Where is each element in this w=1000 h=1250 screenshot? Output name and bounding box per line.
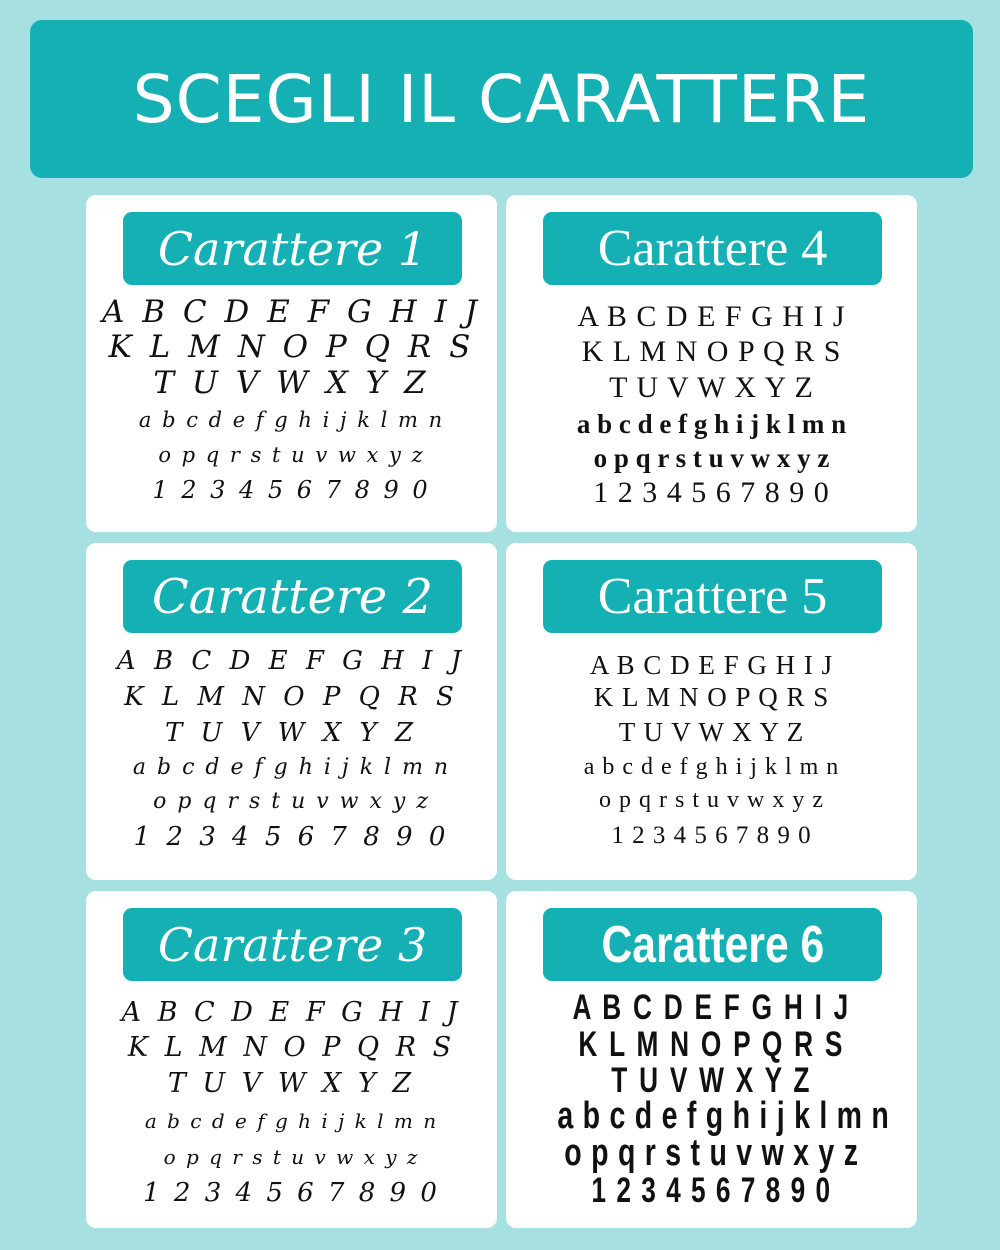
sample-uppercase-2: K L M N O P Q R S [578, 1025, 845, 1064]
sample-uppercase-1: A B C D E F G H I J [572, 988, 851, 1027]
font-sample-2 [86, 643, 497, 855]
page-title: SCEGLI IL CARATTERE [132, 60, 871, 138]
font-sample-4 [506, 299, 917, 511]
sample-uppercase-1: A B C D E F G H I J [101, 294, 482, 330]
font-sample-6 [506, 989, 917, 1211]
sample-uppercase-3: T U V W X Y Z [618, 717, 805, 747]
sample-uppercase-1: A B C D E F G H I J [577, 300, 846, 333]
sample-uppercase-2: K L M N O P Q R S [593, 682, 830, 712]
sample-lowercase-1: a b c d e f g h i j k l m n [138, 408, 445, 432]
sample-uppercase-2: K L M N O P Q R S [124, 682, 459, 712]
sample-digits: 1 2 3 4 5 6 7 8 9 0 [591, 1171, 832, 1210]
font-label-5: Carattere 5 [543, 560, 882, 633]
sample-lowercase-2: o p q r s t u v w x y z [153, 789, 430, 814]
font-card-2[interactable] [86, 543, 497, 880]
sample-lowercase-2: o p q r s t u v w x y z [158, 443, 425, 467]
font-card-4[interactable] [506, 195, 917, 532]
sample-uppercase-1: A B C D E F G H I J [589, 650, 834, 680]
font-card-5[interactable] [506, 543, 917, 880]
font-label-6-text: Carattere 6 [601, 915, 824, 974]
sample-digits: 1 2 3 4 5 6 7 8 9 0 [593, 476, 830, 509]
font-sample-5 [506, 649, 917, 855]
sample-uppercase-3: T U V W X Y Z [167, 1068, 416, 1099]
sample-digits: 1 2 3 4 5 6 7 8 9 0 [143, 1178, 440, 1208]
sample-lowercase-1: a b c d e f g h i j k l m n [576, 409, 847, 439]
font-label-3: Carattere 3 [123, 908, 462, 981]
font-sample-3 [86, 995, 497, 1211]
font-label-1: Carattere 1 [123, 212, 462, 285]
sample-lowercase-1: a b c d e f g h i j k l m n [144, 1109, 439, 1133]
font-label-2: Carattere 2 [123, 560, 462, 633]
sample-uppercase-2: K L M N O P Q R S [127, 1032, 456, 1063]
sample-lowercase-2: o p q r s t u v w x y z [593, 443, 830, 473]
sample-uppercase-3: T U V W X Y Z [611, 1061, 812, 1100]
sample-uppercase-3: T U V W X Y Z [153, 365, 430, 401]
sample-uppercase-2: K L M N O P Q R S [581, 335, 842, 368]
sample-lowercase-1: a b c d e f g h i j k l m n [583, 754, 840, 780]
font-sample-1 [86, 295, 497, 508]
sample-uppercase-1: A B C D E F G H I J [121, 997, 462, 1028]
sample-lowercase-1: a b c d e f g h i j k l m n [557, 1095, 890, 1137]
sample-lowercase-2: o p q r s t u v w x y z [163, 1145, 420, 1169]
sample-digits: 1 2 3 4 5 6 7 8 9 0 [133, 822, 450, 852]
sample-lowercase-1: a b c d e f g h i j k l m n [132, 755, 451, 780]
sample-uppercase-3: T U V W X Y Z [609, 371, 814, 404]
sample-digits: 1 2 3 4 5 6 7 8 9 0 [152, 476, 431, 504]
font-label-6 [543, 908, 882, 981]
font-card-3[interactable] [86, 891, 497, 1228]
sample-lowercase-2: o p q r s t u v w x y z [599, 787, 824, 813]
font-card-6[interactable] [506, 891, 917, 1228]
sample-uppercase-3: T U V W X Y Z [164, 718, 419, 748]
sample-lowercase-2: o p q r s t u v w x y z [564, 1132, 859, 1174]
title-banner [30, 20, 973, 178]
sample-uppercase-1: A B C D E F G H I J [116, 646, 467, 676]
font-label-4: Carattere 4 [543, 212, 882, 285]
font-card-1[interactable] [86, 195, 497, 532]
sample-digits: 1 2 3 4 5 6 7 8 9 0 [611, 822, 812, 849]
sample-uppercase-2: K L M N O P Q R S [108, 329, 475, 365]
